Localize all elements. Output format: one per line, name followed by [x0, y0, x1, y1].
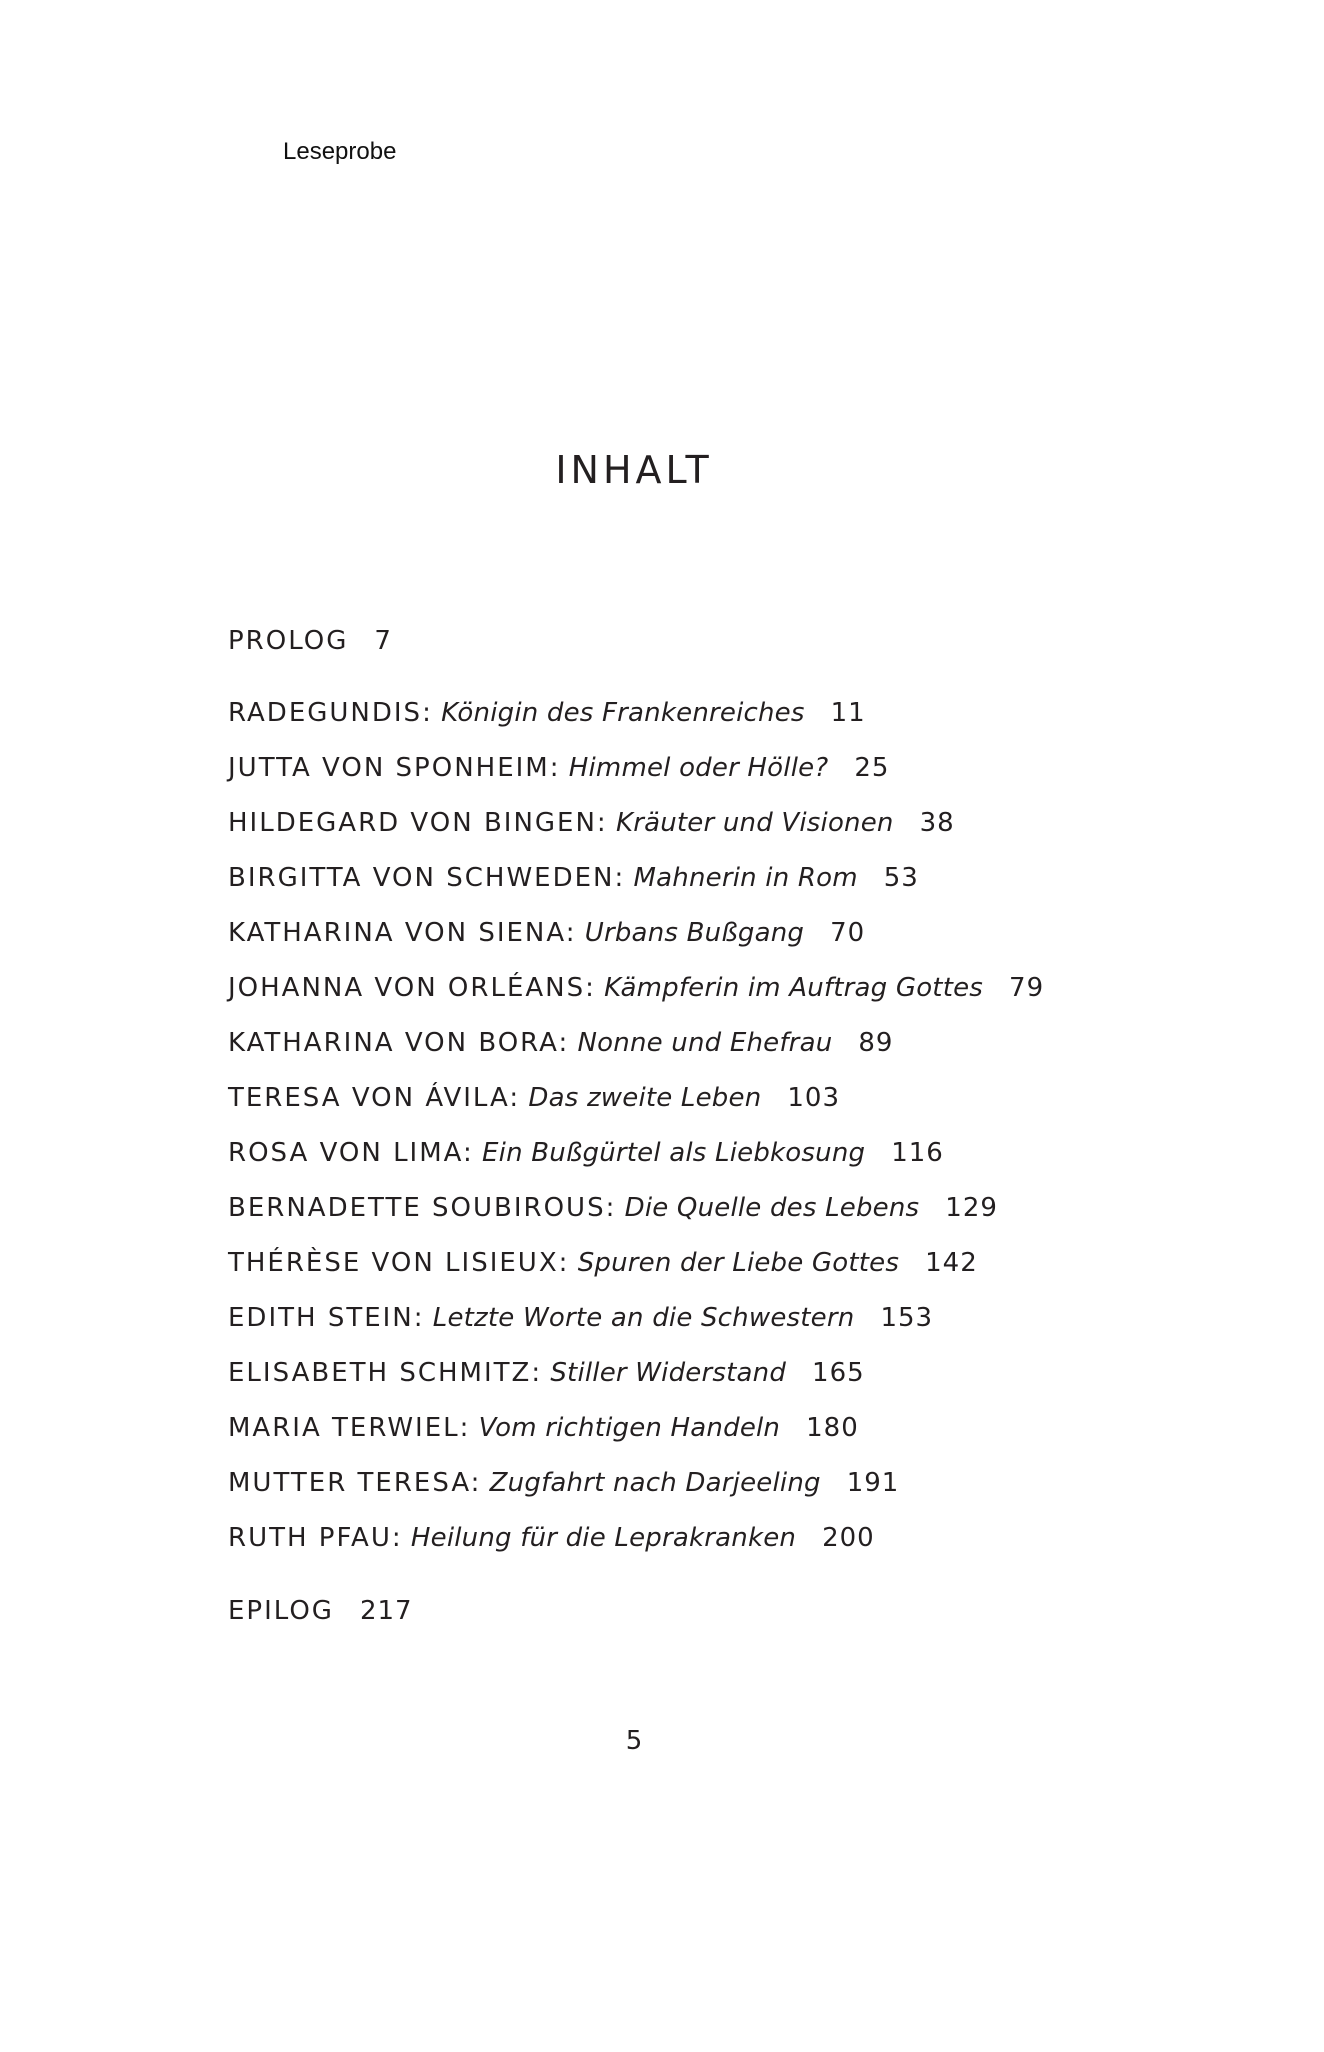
toc-entry-subtitle: Urbans Bußgang — [584, 918, 805, 948]
toc-entry — [228, 1136, 944, 1170]
toc-entry-subtitle: Nonne und Ehefrau — [577, 1028, 833, 1058]
toc-entry-name: ELISABETH SCHMITZ: — [228, 1358, 543, 1388]
toc-entry-subtitle: Mahnerin in Rom — [633, 863, 858, 893]
toc-entry — [228, 696, 866, 730]
toc-entry — [228, 1301, 933, 1335]
toc-entry-page: 7 — [374, 626, 392, 656]
toc-entry-subtitle: Spuren der Liebe Gottes — [577, 1248, 900, 1278]
toc-entry-name: EPILOG — [228, 1596, 334, 1626]
toc-entry-subtitle: Königin des Frankenreiches — [441, 698, 805, 728]
toc-entry — [228, 1411, 859, 1445]
toc-entry-name: EDITH STEIN: — [228, 1303, 425, 1333]
toc-entry-subtitle: Kämpferin im Auftrag Gottes — [604, 973, 984, 1003]
toc-entry-name: RUTH PFAU: — [228, 1523, 403, 1553]
toc-entry-name: TERESA VON ÁVILA: — [228, 1083, 521, 1113]
page-number: 5 — [625, 1726, 643, 1756]
toc-entry-page: 25 — [854, 753, 890, 783]
toc-entry — [228, 1466, 899, 1500]
toc-entry-subtitle: Himmel oder Hölle? — [568, 753, 829, 783]
toc-entry-subtitle: Heilung für die Leprakranken — [410, 1523, 797, 1553]
toc-entry-page: 200 — [822, 1523, 875, 1553]
toc-entry-name: KATHARINA VON SIENA: — [228, 918, 577, 948]
toc-entry-name: ROSA VON LIMA: — [228, 1138, 474, 1168]
toc-entry-name: RADEGUNDIS: — [228, 698, 433, 728]
toc-entry-page: 103 — [787, 1083, 841, 1113]
toc-entry-prolog — [228, 624, 392, 658]
toc-entry-page: 142 — [925, 1248, 978, 1278]
toc-entry — [228, 1521, 875, 1555]
toc-entry — [228, 1191, 998, 1225]
toc-entry-name: PROLOG — [228, 626, 349, 656]
toc-entry-page: 191 — [846, 1468, 900, 1498]
toc-entry-epilog — [228, 1594, 413, 1628]
toc-entry-page: 217 — [359, 1596, 413, 1626]
toc-entry — [228, 916, 865, 950]
toc-entry-name: HILDEGARD VON BINGEN: — [228, 808, 608, 838]
toc-entry-subtitle: Zugfahrt nach Darjeeling — [489, 1468, 821, 1498]
toc-entry-page: 180 — [806, 1413, 859, 1443]
toc-entry-page: 89 — [858, 1028, 894, 1058]
toc-entry-page: 153 — [880, 1303, 934, 1333]
toc-entry-name: MUTTER TERESA: — [228, 1468, 482, 1498]
toc-entry-subtitle: Vom richtigen Handeln — [478, 1413, 781, 1443]
toc-entry-page: 116 — [891, 1138, 944, 1168]
toc-entry — [228, 971, 1044, 1005]
toc-entry-name: BERNADETTE SOUBIROUS: — [228, 1193, 617, 1223]
toc-entry-page: 79 — [1009, 973, 1045, 1003]
toc-entry-name: JOHANNA VON ORLÉANS: — [228, 973, 596, 1003]
toc-entry-subtitle: Ein Bußgürtel als Liebkosung — [482, 1138, 866, 1168]
toc-entry-name: JUTTA VON SPONHEIM: — [228, 753, 561, 783]
toc-entry — [228, 1356, 865, 1390]
toc-entry-subtitle: Stiller Widerstand — [550, 1358, 787, 1388]
toc-entry-page: 38 — [919, 808, 955, 838]
toc-entry-page: 165 — [812, 1358, 865, 1388]
page-title: INHALT — [555, 448, 713, 492]
toc-entry-subtitle: Das zweite Leben — [528, 1083, 762, 1113]
toc-entry-page: 70 — [830, 918, 866, 948]
toc-entry-page: 53 — [883, 863, 919, 893]
toc-entry-name: BIRGITTA VON SCHWEDEN: — [228, 863, 626, 893]
toc-entry-name: MARIA TERWIEL: — [228, 1413, 471, 1443]
toc-entry-subtitle: Kräuter und Visionen — [615, 808, 894, 838]
toc-entry-subtitle: Die Quelle des Lebens — [624, 1193, 920, 1223]
toc-entry — [228, 1081, 840, 1115]
toc-entry — [228, 1026, 893, 1060]
toc-entry-name: KATHARINA VON BORA: — [228, 1028, 570, 1058]
toc-entry-page: 129 — [945, 1193, 998, 1223]
toc-entry — [228, 861, 919, 895]
toc-entry — [228, 806, 955, 840]
toc-entry — [228, 1246, 978, 1280]
toc-entry — [228, 751, 889, 785]
toc-entry-subtitle: Letzte Worte an die Schwestern — [432, 1303, 855, 1333]
toc-entry-page: 11 — [830, 698, 866, 728]
header-label: Leseprobe — [283, 138, 397, 165]
toc-entry-name: THÉRÈSE VON LISIEUX: — [228, 1248, 570, 1278]
